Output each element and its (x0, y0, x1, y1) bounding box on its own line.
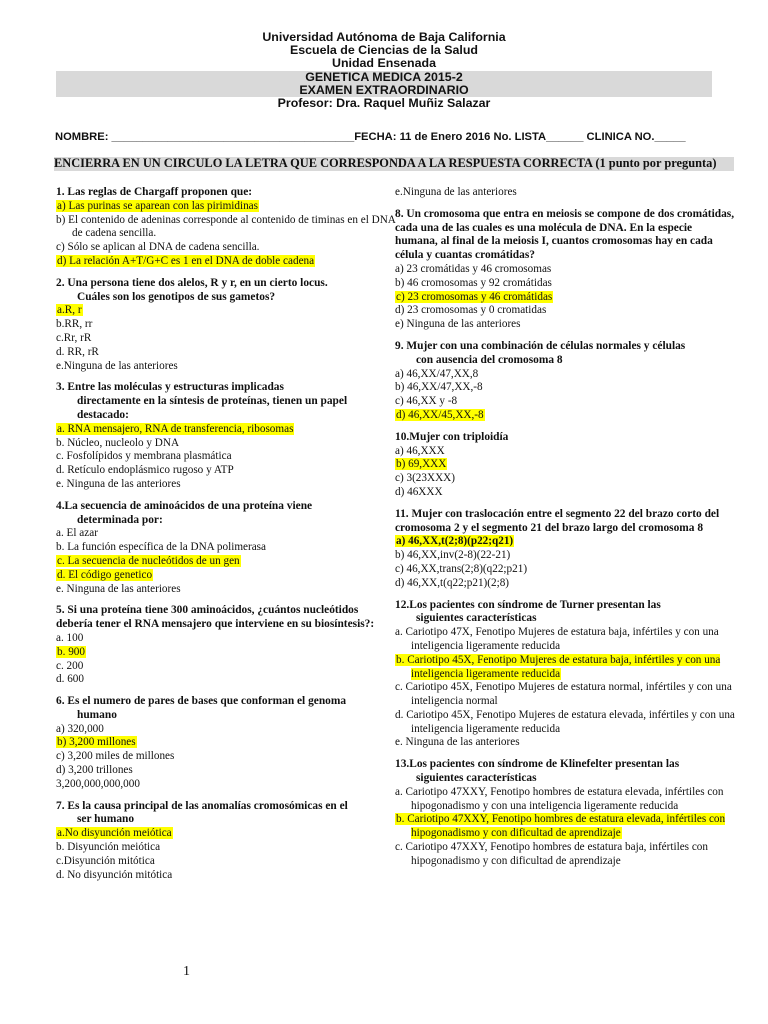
answer-option-text: b. La función específica de la DNA polimerasa (56, 541, 266, 554)
answer-option-text: c. 200 (56, 659, 84, 672)
answer-option-text: c) 46,XX,trans(2;8)(q22;p21) (395, 562, 528, 575)
answer-option[interactable] (395, 709, 735, 737)
question-title-continuation: siguientes características (416, 772, 537, 785)
answer-option[interactable] (395, 563, 735, 577)
question-block (56, 500, 396, 597)
answer-option-text: b) 46,XX,inv(2-8)(22-21) (395, 549, 511, 562)
question-title-continuation: determinada por: (77, 513, 163, 526)
answer-option-text: c.Rr, rR (56, 331, 92, 344)
question-title: 12.Los pacientes con síndrome de Turner presentan las (395, 598, 661, 611)
answer-option-text: a. Cariotipo 47X, Fenotipo Mujeres de estatura baja, infértiles y con una inteligencia ligeramente reducida (395, 626, 719, 652)
question-block (395, 340, 735, 423)
course-title: GENETICA MEDICA 2015-2 (56, 71, 712, 84)
university-name: Universidad Autónoma de Baja California (262, 30, 506, 44)
answer-option[interactable] (395, 654, 735, 682)
school-name: Escuela de Ciencias de la Salud (289, 43, 478, 58)
answer-option[interactable] (56, 827, 396, 841)
answer-option-text: d. Cariotipo 45X, Fenotipo Mujeres de estatura elevada, infértiles y con una inteligencia ligeramente reducida (395, 708, 735, 735)
answer-option[interactable] (56, 723, 396, 737)
question-text (56, 695, 396, 723)
answer-option-text: a) Las purinas se aparean con las pirimidinas (57, 199, 258, 212)
answer-option[interactable] (56, 841, 396, 855)
question-title-continuation: con ausencia del cromosoma 8 (416, 353, 563, 366)
student-info-line: NOMBRE: _______________________________________FECHA: 11 de Enero 2016 No. LISTA______ CLINICA NO._____ (55, 131, 686, 143)
answer-option-text: b) 3,200 millones (57, 736, 136, 749)
answer-option-text: d. Retículo endoplásmico rugoso y ATP (56, 464, 234, 477)
answer-option-text: d) 46,XX,t(q22;p21)(2;8) (395, 576, 510, 589)
answer-option-text: a.No disyunción meiótica (57, 827, 172, 840)
answer-option-text: b. Cariotipo 45X, Fenotipo Mujeres de estatura baja, infértiles y con una inteligencia ligeramente reducida (396, 653, 721, 680)
answer-option-text: a) 320,000 (56, 722, 104, 735)
question-text (395, 208, 735, 263)
answer-option[interactable] (395, 458, 735, 472)
answer-option[interactable] (56, 555, 396, 569)
answer-option-text: d) 46XXX (395, 485, 443, 498)
answer-option[interactable] (56, 464, 396, 478)
answer-option[interactable] (56, 527, 396, 541)
answer-option[interactable] (56, 778, 396, 792)
answer-option[interactable] (56, 450, 396, 464)
question-block (56, 604, 396, 687)
answer-option[interactable] (56, 423, 396, 437)
answer-option[interactable] (56, 855, 396, 869)
answer-option[interactable] (56, 869, 396, 883)
answer-option[interactable] (56, 736, 396, 750)
professor-name: Profesor: Dra. Raquel Muñiz Salazar (277, 96, 491, 111)
question-text (395, 758, 735, 786)
question-text (395, 340, 735, 368)
exam-header (0, 31, 768, 110)
answer-option[interactable] (56, 750, 396, 764)
answer-option[interactable] (395, 318, 735, 332)
answer-option[interactable] (395, 535, 735, 549)
answer-option[interactable] (56, 241, 396, 255)
answer-option-text: b) 69,XXX (396, 458, 447, 471)
question-block (56, 381, 396, 491)
answer-option-text: 3,200,000,000,000 (56, 777, 140, 790)
answer-option-text: a.R, r (57, 304, 82, 317)
question-text (56, 381, 396, 422)
question-title: 8. Un cromosoma que entra en meiosis se compone de dos cromátidas, cada una de las cuales es una molécula de DNA. En la especie humana, al final de la meiosis I, cuantos cromosomas hay en cada célula y cuantas cromátidas? (395, 207, 735, 262)
answer-option[interactable] (56, 332, 396, 346)
answer-option-text: d. RR, rR (56, 345, 99, 358)
answer-option-text: e) Ninguna de las anteriores (395, 318, 521, 331)
question-text (395, 431, 735, 445)
left-column (56, 186, 396, 890)
answer-option-text: a. 100 (56, 631, 84, 644)
answer-option[interactable] (56, 673, 396, 687)
answer-option-text: e. Ninguna de las anteriores (56, 582, 181, 595)
answer-option[interactable] (395, 472, 735, 486)
page-number: 1 (183, 964, 190, 979)
answer-option[interactable] (395, 304, 735, 318)
answer-option[interactable] (395, 681, 735, 709)
question-title-continuation: humano (77, 708, 117, 721)
question-block (395, 208, 735, 332)
answer-option-text: d) 23 cromosomas y 0 cromatidas (395, 304, 547, 317)
question-text (395, 599, 735, 627)
answer-option[interactable] (56, 660, 396, 674)
question-block (56, 277, 396, 374)
answer-option[interactable] (395, 813, 735, 841)
question-block (395, 186, 735, 200)
answer-option-text: a) 46,XXX (395, 444, 445, 457)
answer-option[interactable] (56, 255, 396, 269)
answer-option-text: a. Cariotipo 47XXY, Fenotipo hombres de estatura elevada, infértiles con hipogonadismo y con una inteligencia ligeramente reducida (395, 785, 724, 812)
answer-option-text: b.RR, rr (56, 318, 93, 331)
exam-title: EXAMEN EXTRAORDINARIO (56, 84, 712, 97)
answer-option-text: d. 600 (56, 673, 84, 686)
answer-option[interactable] (395, 736, 735, 750)
answer-option-text: b. 900 (57, 645, 85, 658)
answer-option-text: b) El contenido de adeninas corresponde al contenido de timinas en el DNA de cadena sencilla. (56, 213, 396, 240)
answer-option[interactable] (395, 368, 735, 382)
answer-option-text: a) 23 cromátidas y 46 cromosomas (395, 262, 552, 275)
question-block (395, 431, 735, 500)
answer-option-text: e.Ninguna de las anteriores (395, 186, 517, 198)
answer-option[interactable] (395, 291, 735, 305)
answer-option-text: c) 23 cromosomas y 46 cromátidas (396, 290, 553, 303)
answer-option-text: c. Cariotipo 47XXY, Fenotipo hombres de estatura baja, infértiles con hipogonadismo y con dificultad de aprendizaje (395, 841, 708, 867)
answer-option[interactable] (395, 626, 735, 654)
answer-option[interactable] (56, 360, 396, 374)
answer-option[interactable] (56, 214, 396, 242)
answer-option[interactable] (56, 764, 396, 778)
question-text (56, 800, 396, 828)
question-text (56, 186, 396, 200)
answer-option[interactable] (395, 549, 735, 563)
answer-option[interactable] (56, 346, 396, 360)
question-title: 9. Mujer con una combinación de células normales y células (395, 339, 686, 352)
answer-option[interactable] (56, 632, 396, 646)
answer-option[interactable] (56, 569, 396, 583)
question-block (395, 599, 735, 751)
answer-option[interactable] (395, 841, 735, 869)
answer-option-text: c) 46,XX y -8 (395, 395, 458, 408)
instructions: ENCIERRA EN UN CIRCULO LA LETRA QUE CORRESPONDA A LA RESPUESTA CORRECTA (1 punto por pregunta) (54, 157, 734, 171)
answer-option-text: c. La secuencia de nucleótidos de un gen (57, 554, 240, 567)
answer-option-text: c) 3(23XXX) (395, 472, 455, 485)
answer-option[interactable] (395, 445, 735, 459)
answer-option-text: c. Cariotipo 45X, Fenotipo Mujeres de estatura normal, infértiles y con una inteligencia normal (395, 681, 732, 708)
answer-option-text: c) Sólo se aplican al DNA de cadena sencilla. (56, 241, 260, 254)
question-block (395, 758, 735, 868)
question-title-continuation: siguientes características (416, 612, 537, 625)
answer-option[interactable] (395, 577, 735, 591)
answer-option[interactable] (395, 786, 735, 814)
answer-option[interactable] (395, 186, 735, 200)
question-block (395, 508, 735, 591)
unit-name: Unidad Ensenada (332, 56, 436, 71)
question-title: 13.Los pacientes con síndrome de Klinefelter presentan las (395, 758, 680, 771)
answer-option[interactable] (395, 486, 735, 500)
answer-option-text: a) 46,XX/47,XX,8 (395, 367, 479, 380)
answer-option[interactable] (56, 437, 396, 451)
question-title-continuation: Cuáles son los genotipos de sus gametos? (77, 290, 276, 303)
question-title: 7. Es la causa principal de las anomalías cromosómicas en el (56, 799, 348, 812)
question-title: 2. Una persona tiene dos alelos, R y r, en un cierto locus. (56, 276, 328, 289)
question-title: 11. Mujer con traslocación entre el segmento 22 del brazo corto del cromosoma 2 y el segmento 21 del brazo largo del cromosoma 8 (395, 507, 720, 534)
answer-option-text: e. Ninguna de las anteriores (56, 477, 181, 490)
answer-option[interactable] (395, 409, 735, 423)
answer-option-text: a. RNA mensajero, RNA de transferencia, ribosomas (57, 422, 294, 435)
answer-option-text: b. Disyunción meiótica (56, 841, 161, 854)
question-title: 6. Es el numero de pares de bases que conforman el genoma (56, 695, 347, 708)
answer-option[interactable] (56, 318, 396, 332)
question-title: 10.Mujer con triploidía (395, 430, 509, 443)
answer-option-text: e. Ninguna de las anteriores (395, 736, 520, 749)
answer-option-text: a. El azar (56, 527, 98, 540)
answer-option[interactable] (395, 395, 735, 409)
answer-option[interactable] (56, 541, 396, 555)
question-block (56, 800, 396, 883)
question-text (395, 508, 735, 536)
question-title: 5. Si una proteína tiene 300 aminoácidos, ¿cuántos nucleótidos debería tener el RNA mensajero que interviene en su biosíntesis?: (56, 604, 375, 631)
answer-option-text: d. No disyunción mitótica (56, 868, 173, 881)
answer-option-text: b) 46,XX/47,XX,-8 (395, 381, 483, 394)
question-title: 4.La secuencia de aminoácidos de una proteína viene (56, 499, 313, 512)
answer-option-text: b) 46 cromosomas y 92 cromátidas (395, 276, 552, 289)
question-title: 3. Entre las moléculas y estructuras implicadas (56, 381, 284, 394)
answer-option-text: c) 3,200 miles de millones (56, 750, 175, 763)
answer-option-text: e.Ninguna de las anteriores (56, 359, 178, 372)
answer-option-text: c. Fosfolípidos y membrana plasmática (56, 450, 232, 463)
question-block (56, 186, 396, 269)
question-title-continuation: ser humano (77, 813, 135, 826)
answer-option[interactable] (395, 277, 735, 291)
question-text (56, 500, 396, 528)
question-text (56, 277, 396, 305)
answer-option-text: d) 3,200 trillones (56, 764, 133, 777)
question-title: 1. Las reglas de Chargaff proponen que: (56, 186, 253, 198)
question-title-continuation: directamente en la síntesis de proteínas, tienen un papel destacado: (77, 395, 348, 421)
answer-option-text: d) La relación A+T/G+C es 1 en el DNA de doble cadena (57, 254, 315, 267)
answer-option[interactable] (56, 200, 396, 214)
answer-option[interactable] (56, 583, 396, 597)
answer-option[interactable] (56, 478, 396, 492)
answer-option[interactable] (56, 646, 396, 660)
answer-option[interactable] (395, 381, 735, 395)
answer-option-text: d. El código genetico (57, 568, 153, 581)
answer-option-text: d) 46,XX/45,XX,-8 (396, 408, 484, 421)
question-block (56, 695, 396, 792)
answer-option-text: c.Disyunción mitótica (56, 854, 155, 867)
question-text (56, 604, 396, 632)
right-column (395, 186, 735, 877)
answer-option-text: b. Núcleo, nucleolo y DNA (56, 436, 180, 449)
answer-option-text: b. Cariotipo 47XXY, Fenotipo hombres de estatura elevada, infértiles con hipogonadismo y con dificultad de aprendizaje (396, 813, 726, 840)
answer-option[interactable] (56, 304, 396, 318)
answer-option[interactable] (395, 263, 735, 277)
answer-option-text: a) 46,XX,t(2;8)(p22;q21) (396, 535, 514, 548)
